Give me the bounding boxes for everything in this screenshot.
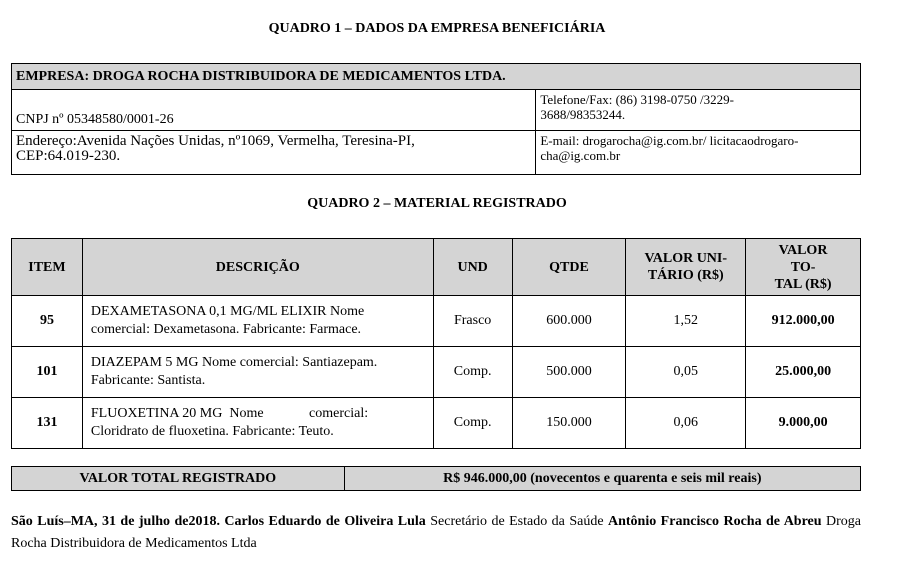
row-descricao-line1: DEXAMETASONA 0,1 MG/ML ELIXIR Nome — [90, 304, 365, 319]
row-valor-unitario: 1,52 — [626, 296, 746, 347]
quadro2-title: QUADRO 2 – MATERIAL REGISTRADO — [307, 196, 567, 211]
row-qtde: 150.000 — [512, 398, 626, 449]
header-valor-total — [746, 239, 861, 296]
row-valor-total: 9.000,00 — [746, 398, 861, 449]
row-und: Comp. — [433, 398, 512, 449]
row-descricao-line2: Fabricante: Santista. — [90, 373, 206, 388]
total-value: R$ 946.000,00 (novecentos e quarenta e seis mil reais) — [344, 467, 860, 491]
quadro1-title: QUADRO 1 – DADOS DA EMPRESA BENEFICIÁRIA — [268, 21, 606, 36]
row-descricao-line1: DIAZEPAM 5 MG Nome comercial: Santiazepam. — [90, 355, 378, 370]
endereco-line1: Endereço:Avenida Nações Unidas, nº1069, Vermelha, Teresina-PI, — [16, 133, 415, 149]
row-qtde: 600.000 — [512, 296, 626, 347]
row-qtde: 500.000 — [512, 347, 626, 398]
signatory-1-role: Secretário de Estado da Saúde — [430, 514, 604, 529]
row-und: Comp. — [433, 347, 512, 398]
email — [536, 131, 861, 175]
row-descricao — [82, 398, 433, 449]
header-valor-total-line3: TAL (R$) — [774, 276, 832, 292]
company-name: EMPRESA: DROGA ROCHA DISTRIBUIDORA DE MEDICAMENTOS LTDA. — [12, 64, 861, 90]
signatory-2-name: Antônio Francisco Rocha de Abreu — [608, 514, 822, 529]
signatory-2-role: Droga Rocha Distribuidora de Medicamentos Ltda — [11, 514, 862, 551]
company-data-table — [11, 63, 861, 175]
email-line1: E-mail: drogarocha@ig.com.br/ licitacaodrogaro- — [540, 133, 799, 148]
header-item: ITEM — [12, 239, 83, 296]
signatory-1-name: Carlos Eduardo de Oliveira Lula — [224, 514, 426, 529]
header-valor-total-line2: TO- — [790, 259, 816, 275]
header-valor-unitario — [626, 239, 746, 296]
row-valor-total: 912.000,00 — [746, 296, 861, 347]
header-valor-unitario-line2: TÁRIO (R$) — [647, 268, 724, 283]
endereco-line2: CEP:64.019-230. — [16, 148, 121, 164]
signature-footer — [11, 511, 861, 555]
table-row — [12, 296, 861, 347]
place-date: São Luís–MA, 31 de julho de2018. — [11, 514, 220, 529]
row-valor-unitario: 0,06 — [626, 398, 746, 449]
row-descricao — [82, 296, 433, 347]
email-line2: cha@ig.com.br — [540, 148, 621, 163]
telefone-line1: Telefone/Fax: (86) 3198-0750 /3229- — [540, 92, 734, 107]
material-table — [11, 238, 861, 449]
header-qtde: QTDE — [512, 239, 626, 296]
row-item: 101 — [12, 347, 83, 398]
row-descricao-line2: comercial: Dexametasona. Fabricante: Farmace. — [90, 322, 362, 337]
row-valor-total: 25.000,00 — [746, 347, 861, 398]
telefone — [536, 90, 861, 131]
cnpj: CNPJ nº 05348580/0001-26 — [12, 90, 536, 131]
row-descricao-line1: FLUOXETINA 20 MG Nome comercial: — [90, 406, 369, 421]
row-item: 95 — [12, 296, 83, 347]
row-descricao-line2: Cloridrato de fluoxetina. Fabricante: Teuto. — [90, 424, 334, 439]
row-valor-unitario: 0,05 — [626, 347, 746, 398]
telefone-line2: 3688/98353244. — [540, 107, 626, 122]
total-label: VALOR TOTAL REGISTRADO — [12, 467, 345, 491]
endereco — [12, 131, 536, 175]
table-header-row — [12, 239, 861, 296]
table-row — [12, 347, 861, 398]
row-item: 131 — [12, 398, 83, 449]
table-row — [12, 398, 861, 449]
header-descricao: DESCRIÇÃO — [82, 239, 433, 296]
header-und: UND — [433, 239, 512, 296]
row-descricao — [82, 347, 433, 398]
row-und: Frasco — [433, 296, 512, 347]
header-valor-unitario-line1: VALOR UNI- — [644, 251, 728, 266]
header-valor-total-line1: VALOR — [778, 242, 828, 258]
total-table — [11, 466, 861, 491]
